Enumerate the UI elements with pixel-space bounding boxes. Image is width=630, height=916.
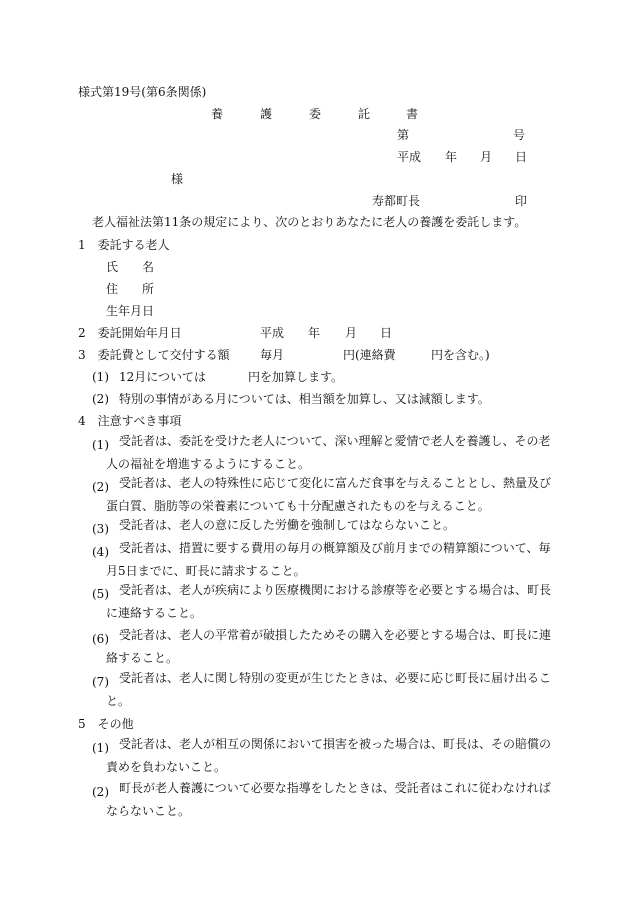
number-go: 号 xyxy=(513,128,526,142)
start-era: 平成 xyxy=(260,326,285,340)
title-char: 書 xyxy=(406,107,419,121)
list-item-text: 受託者は、老人が疾病により医療機関における診療等を必要とする場合は、町長に連絡すること。 xyxy=(106,583,552,620)
monthly-yen-incl: 円を含む。) xyxy=(431,348,490,362)
list-item-number: (7) xyxy=(92,675,109,689)
start-day: 日 xyxy=(380,326,393,340)
title-char: 託 xyxy=(358,107,371,121)
address-label-r: 所 xyxy=(142,282,155,296)
name-label-r: 名 xyxy=(142,260,155,274)
list-item-text: 受託者は、委託を受けた老人について、深い理解と愛情で老人を養護し、その老人の福祉を増進するようにすること。 xyxy=(106,434,551,471)
list-item-number: (2) xyxy=(92,785,109,799)
section-4-title: 4 注意すべき事項 xyxy=(78,414,182,428)
date-month: 月 xyxy=(480,150,493,164)
sec3-item-1-text: 12月については xyxy=(119,370,207,384)
section-2-title: 2 委託開始年月日 xyxy=(78,326,182,340)
addressee-sama: 様 xyxy=(171,172,184,186)
section-3-title: 3 委託費として交付する額 xyxy=(78,348,230,362)
date-year: 年 xyxy=(445,150,458,164)
list-item-text: 受託者は、老人の特殊性に応じて変化に富んだ食事を与えることとし、熱量及び蛋白質、脂肪等の栄養素についても十分配慮されたものを与えること。 xyxy=(106,476,552,513)
start-year: 年 xyxy=(308,326,321,340)
intro-text: 老人福祉法第11条の規定により、次のとおりあなたに老人の養護を委託します。 xyxy=(92,215,527,229)
number-dai: 第 xyxy=(397,128,410,142)
name-label-l: 氏 xyxy=(106,260,119,274)
list-item-text: 受託者は、老人が相互の関係において損害を被った場合は、町長は、その賠償の責めを負わないこと。 xyxy=(106,737,552,774)
section-1-title: 1 委託する老人 xyxy=(78,238,170,252)
title-char: 養 xyxy=(211,107,224,121)
sec3-item-1-num: (1) xyxy=(92,370,109,384)
form-header: 様式第19号(第6条関係) xyxy=(78,85,207,99)
address-label-l: 住 xyxy=(106,282,119,296)
sec3-item-1-text2: 円を加算します。 xyxy=(248,370,344,384)
title-char: 委 xyxy=(309,107,322,121)
birthdate-label: 生年月日 xyxy=(106,304,155,318)
list-item-text: 受託者は、措置に要する費用の毎月の概算額及び前月までの精算額について、毎月5日までに、町長に請求すること。 xyxy=(106,541,551,578)
list-item-number: (3) xyxy=(92,522,109,536)
date-day: 日 xyxy=(515,150,528,164)
list-item-number: (6) xyxy=(92,632,109,646)
list-item-number: (4) xyxy=(92,545,109,559)
sec3-item-2-num: (2) xyxy=(92,392,109,406)
document-title xyxy=(0,106,630,122)
list-item-text: 受託者は、老人の平常着が破損したためその購入を必要とする場合は、町長に連絡すること。 xyxy=(106,628,552,665)
section-5-title: 5 その他 xyxy=(78,717,134,731)
list-item-number: (1) xyxy=(92,438,109,452)
start-month: 月 xyxy=(345,326,358,340)
issuer-seal: 印 xyxy=(515,194,528,208)
monthly-yen: 円(連絡費 xyxy=(343,348,396,362)
monthly-label: 毎月 xyxy=(260,348,285,362)
list-item-number: (2) xyxy=(92,480,109,494)
list-item-text: 町長が老人養護について必要な指導をしたときは、受託者はこれに従わなければならないこと。 xyxy=(106,781,551,818)
list-item-number: (1) xyxy=(92,741,109,755)
date-era: 平成 xyxy=(397,150,422,164)
sec3-item-2-text: 特別の事情がある月については、相当額を加算し、又は減額します。 xyxy=(119,392,490,406)
list-item-text: 受託者は、老人の意に反した労働を強制してはならないこと。 xyxy=(119,518,456,532)
list-item-number: (5) xyxy=(92,587,109,601)
issuer-name: 寿都町長 xyxy=(372,194,421,208)
list-item-text: 受託者は、老人に関し特別の変更が生じたときは、必要に応じ町長に届け出ること。 xyxy=(106,671,552,708)
title-char: 護 xyxy=(260,107,273,121)
